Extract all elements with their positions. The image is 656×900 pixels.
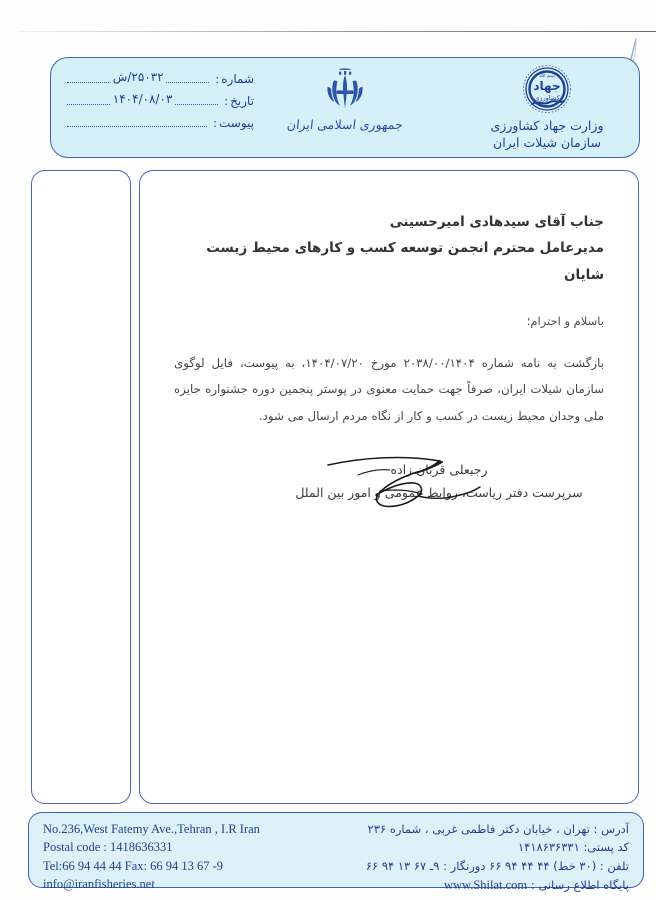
letterhead-header — [50, 57, 640, 158]
letterhead-footer — [28, 812, 644, 893]
footer-phone-fa — [366, 857, 629, 875]
signatory-title: سرپرست دفتر ریاست، روابط عمومی و امور بین الملل — [295, 484, 583, 500]
field-row-number — [64, 72, 254, 94]
field-dots-attachment — [67, 117, 207, 127]
ministry-name: وزارت جهاد کشاورزی — [490, 118, 604, 133]
footer-postal-fa-value: ۱۴۱۸۶۳۶۳۳۱ — [518, 840, 580, 855]
svg-text:بسم الله: بسم الله — [539, 74, 555, 79]
ministry-logo-block — [463, 64, 631, 152]
footer-postal-en: Postal code : 1418636331 — [43, 840, 173, 855]
footer-email-en[interactable]: info@iranfisheries.net — [43, 877, 155, 892]
signature-block — [274, 459, 604, 504]
letter-paragraph: بازگشت به نامه شماره ۲۰۳۸/۰۰/۱۴۰۴ مورخ ۱۴۰۴/۰۷/۲۰، به پیوست، فایل لوگوی سازمان شیلات ایران، صرفاً جهت حمایت معنوی در پوستر پنجمین دوره جشنواره جایزه ملی وجدان محیط زیست در کسب و کار از نگاه مردم ارسال می شود. — [174, 355, 604, 423]
header-fields — [64, 72, 254, 138]
scan-artifact-line — [18, 31, 656, 32]
field-dots-number — [67, 70, 209, 84]
footer-phone-en: Tel:66 94 44 44 Fax: 66 94 13 67 -9 — [43, 858, 224, 873]
footer-english-contact — [43, 820, 260, 894]
footer-phone-fa-label: تلفن : — [599, 858, 629, 873]
letter-body-panel — [139, 170, 639, 804]
field-value-date: ۱۴۰۴/۰۸/۰۳ — [112, 92, 173, 106]
jahad-keshavarzi-seal-icon — [520, 64, 574, 118]
emblem-caption: جمهوری اسلامی ایران — [286, 117, 404, 132]
department-name: سازمان شیلات ایران — [493, 134, 601, 150]
footer-address-fa-label: آدرس : — [593, 822, 629, 836]
field-row-attachment — [64, 116, 254, 138]
field-colon: : — [213, 116, 217, 130]
footer-website-fa[interactable] — [366, 875, 629, 895]
addressee-name: جناب آقای سیدهادی امیرحسینی — [389, 214, 604, 230]
footer-postal-fa — [366, 838, 629, 856]
salutation: باسلام و احترام؛ — [526, 313, 604, 328]
footer-address-en: No.236,West Fatemy Ave.,Tehran , I.R Iran — [43, 822, 260, 836]
footer-address-fa-value: تهران ، خیابان دکتر فاطمی غربی ، شماره ۲۳۶ — [367, 822, 590, 836]
field-colon: : — [215, 72, 220, 86]
national-emblem-block — [250, 67, 440, 132]
field-dots-date — [67, 92, 218, 106]
addressee-title: مدیرعامل محترم انجمن توسعه کسب و کارهای محیط زیست شایان — [206, 240, 604, 283]
footer-persian-contact — [366, 820, 629, 895]
footer-phone-fa-value: (۳۰ خط) ۴۴ ۴۴ ۹۴ ۶۶ دورنگار : ۹ـ ۶۷ ۱۳ ۹۴ ۶۶ — [365, 858, 597, 873]
field-label-date: تاریخ — [230, 94, 254, 108]
footer-website-fa-label: پایگاه اطلاع رسانی : — [530, 878, 629, 893]
field-colon: : — [224, 94, 229, 108]
footer-website-fa-value[interactable]: www.Shilat.com — [443, 878, 528, 893]
field-value-number: ۲۵۰۳۲/ش — [112, 70, 164, 84]
svg-text:کشاورزی: کشاورزی — [534, 94, 560, 102]
field-row-date — [64, 94, 254, 116]
footer-postal-fa-label: کد پستی: — [583, 840, 629, 855]
signatory-name: رجبعلی قربان زاده — [390, 462, 488, 477]
field-label-attachment: پیوست — [219, 116, 254, 130]
field-label-number: شماره — [221, 72, 254, 86]
left-margin-panel — [31, 170, 131, 804]
footer-address-fa — [366, 820, 629, 838]
iran-national-emblem-icon — [319, 67, 371, 115]
svg-text:جهاد: جهاد — [533, 79, 561, 93]
